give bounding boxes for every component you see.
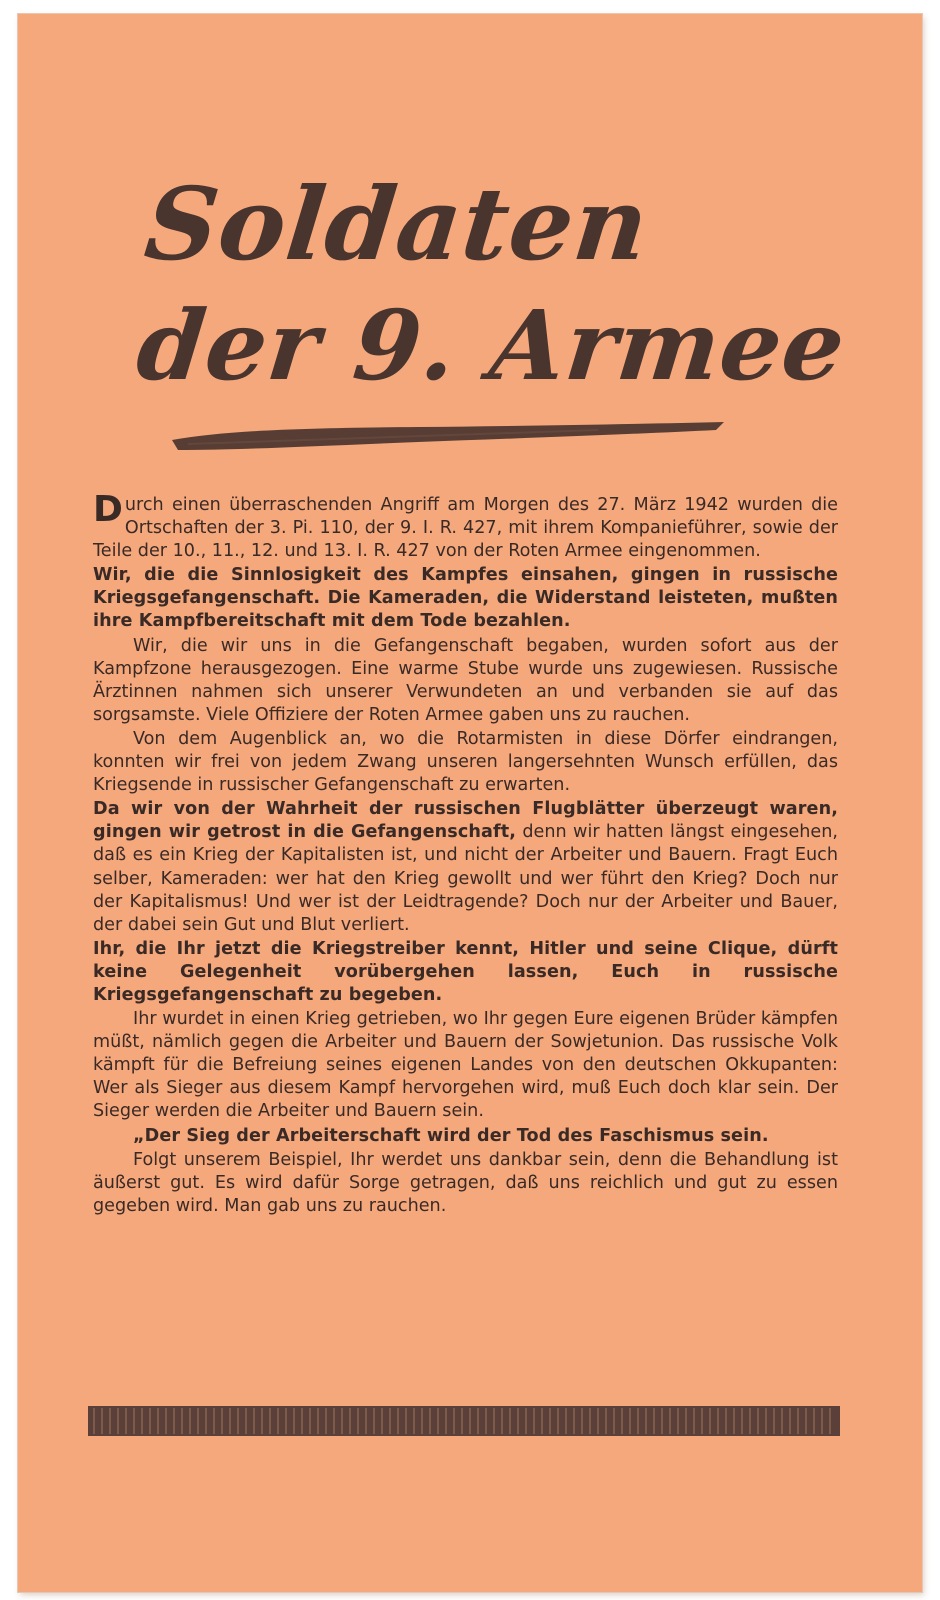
bottom-hatched-bar — [88, 1406, 840, 1436]
paragraph-1 — [93, 489, 838, 563]
paragraph-5-bold: Da wir von der Wahrheit der russischen Flugblätter überzeugt waren, gingen wir getrost in die Gefangenschaft, — [93, 799, 838, 843]
paragraph-2-bold: Wir, die die Sinnlosigkeit des Kampfes einsahen, gingen in russische Kriegsgefangenschaft. Die Kameraden, die Widerstand leisteten, mußten ihre Kampfbereitschaft mit dem Tode bezahlen. — [93, 565, 838, 632]
drop-cap: D — [93, 489, 123, 530]
headline-line-1: Soldaten — [139, 165, 655, 283]
leaflet-sheet — [18, 14, 922, 1592]
paragraph-5-text: denn wir hatten längst eingesehen, daß es ein Krieg der Kapitalisten ist, und nicht der Arbeiter und Bauern. Fragt Euch selber, Kameraden: wer hat den Krieg gewollt und wer führt den Krieg? Doch nur der Kapitalismus! Und wer ist der Leidtragende? Doch nur der Arbeiter und Bauer, der dabei sein Gut und Blut verliert. — [93, 822, 839, 935]
paragraph-4: Von dem Augenblick an, wo die Rotarmisten in diese Dörfer eindrangen, konnten wir frei von jedem Zwang unseren langersehnten Wunsch erfüllen, das Kriegsende in russischer Gefangenschaft zu erwarten. — [93, 728, 838, 796]
paragraph-8-bold: „Der Sieg der Arbeiterschaft wird der Tod des Faschismus sein. — [133, 1125, 769, 1146]
brush-stroke-divider — [168, 418, 728, 454]
paragraph-3: Wir, die wir uns in die Gefangenschaft begaben, wurden sofort aus der Kampfzone herausgezogen. Eine warme Stube wurde uns zugewiesen. Russische Ärztinnen nahmen sich unserer Verwundeten an und verbanden sie auf das sorgsamste. Viele Offiziere der Roten Armee gaben uns zu rauchen. — [93, 635, 838, 725]
leaflet-body — [93, 489, 839, 1219]
paragraph-9: Folgt unserem Beispiel, Ihr werdet uns dankbar sein, denn die Behandlung ist äußerst gut. Es wird dafür Sorge getragen, daß uns reichlich und gut zu essen gegeben wird. Man gab uns zu rauchen. — [93, 1149, 838, 1216]
paragraph-7: Ihr wurdet in einen Krieg getrieben, wo Ihr gegen Eure eigenen Brüder kämpfen müßt, nämlich gegen die Arbeiter und Bauern der Sowjetunion. Das russische Volk kämpft für die Befreiung seines eigenen Landes von den deutschen Okkupanten: Wer als Sieger aus diesem Kampf hervorgehen wird, muß Euch doch klar sein. Der Sieger werden die Arbeiter und Bauern sein. — [93, 1009, 838, 1122]
paragraph-6-bold: Ihr, die Ihr jetzt die Kriegstreiber kennt, Hitler und seine Clique, dürft keine Gelegenheit vorübergehen lassen, Euch in russische Kriegsgefangenschaft zu begeben. — [93, 938, 838, 1005]
paragraph-5 — [93, 798, 838, 937]
headline-line-2: der 9. Armee — [132, 289, 851, 402]
paragraph-1-text: urch einen überraschenden Angriff am Morgen des 27. März 1942 wurden die Ortschaften der 3. Pi. 110, der 9. I. R. 427, mit ihrem Kompanieführer, sowie der Teile der 10., 11., 12. und 13. I. R. 427 von der Roten Armee eingenommen. — [93, 495, 838, 562]
